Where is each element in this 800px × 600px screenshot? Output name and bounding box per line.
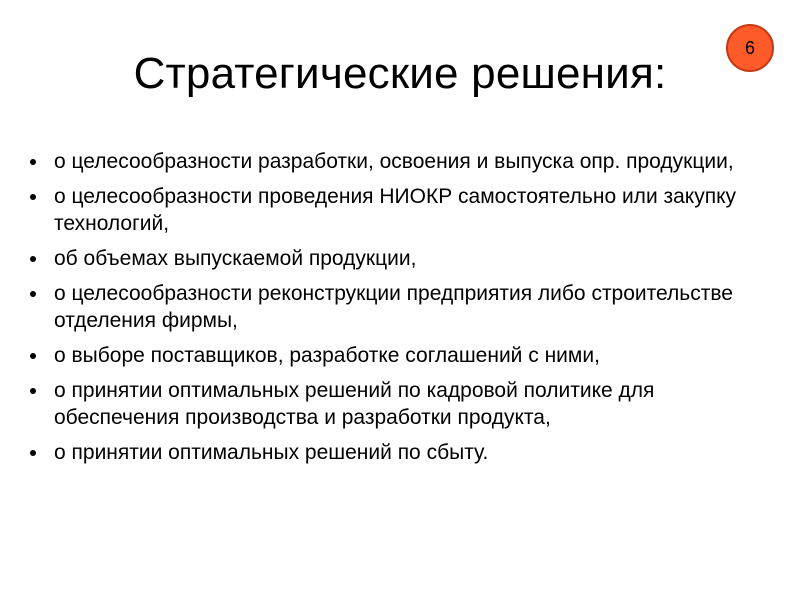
- bullet-icon: [30, 194, 36, 200]
- bullet-icon: [30, 159, 36, 165]
- bullet-text: о принятии оптимальных решений по кадровой политике для обеспечения производства и разработки продукта,: [54, 379, 655, 429]
- bullet-text: об объемах выпускаемой продукции,: [54, 247, 417, 270]
- slide-title: Стратегические решения:: [133, 49, 667, 98]
- bullet-text: о принятии оптимальных решений по сбыту.: [54, 441, 489, 464]
- list-item: [30, 183, 780, 237]
- bullet-text: о целесообразности проведения НИОКР самостоятельно или закупку технологий,: [54, 185, 737, 235]
- list-item: [30, 377, 780, 431]
- bullet-text: о целесообразности разработки, освоения и выпуска опр. продукции,: [54, 150, 734, 173]
- page-number: 6: [744, 37, 755, 58]
- bullet-icon: [30, 256, 36, 262]
- bullet-icon: [30, 353, 36, 359]
- bullet-icon: [30, 450, 36, 456]
- bullet-text: о выборе поставщиков, разработке соглашений с ними,: [54, 344, 600, 367]
- bullet-icon: [30, 291, 36, 297]
- list-item: [30, 342, 780, 369]
- bullet-list: [30, 148, 780, 474]
- bullet-text: о целесообразности реконструкции предприятия либо строительстве отделения фирмы,: [54, 282, 733, 332]
- list-item: [30, 148, 780, 175]
- list-item: [30, 439, 780, 466]
- bullet-icon: [30, 388, 36, 394]
- list-item: [30, 245, 780, 272]
- list-item: [30, 280, 780, 334]
